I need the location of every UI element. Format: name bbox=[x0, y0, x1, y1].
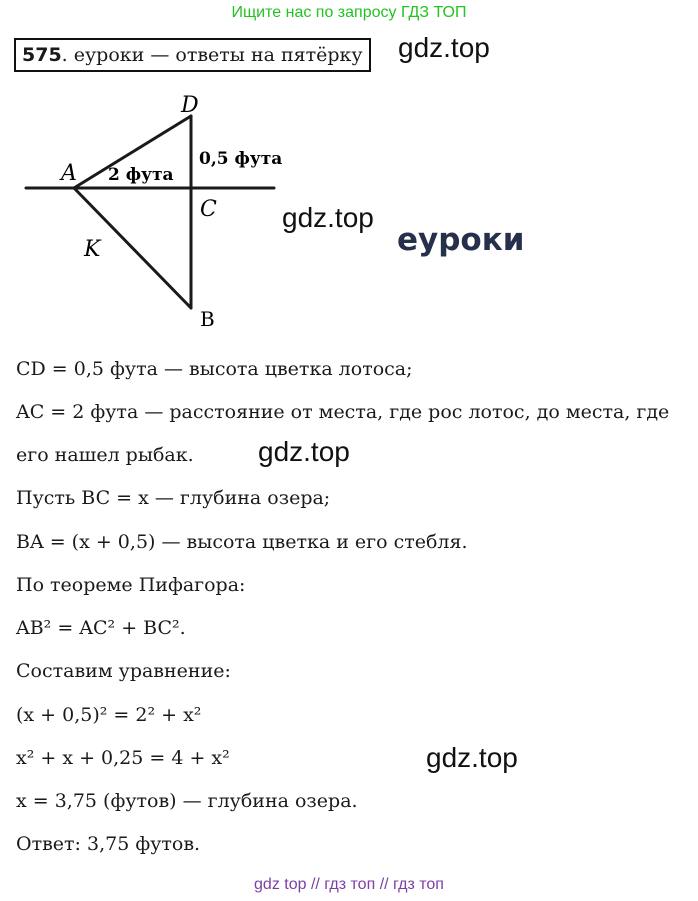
task-title: . еуроки — ответы на пятёрку bbox=[61, 44, 363, 66]
solution-line: его нашел рыбак. bbox=[16, 444, 194, 466]
solution-line: CD = 0,5 фута — высота цветка лотоса; bbox=[16, 358, 413, 380]
solution-line: По теореме Пифагора: bbox=[16, 574, 246, 596]
solution-line: x = 3,75 (футов) — глубина озера. bbox=[16, 790, 358, 812]
label-ac-length: 2 фута bbox=[108, 165, 174, 185]
label-d: D bbox=[181, 93, 199, 118]
solution-line: Составим уравнение: bbox=[16, 660, 231, 682]
label-a: A bbox=[61, 161, 77, 186]
footer-links[interactable]: gdz top // гдз топ // гдз топ bbox=[254, 876, 444, 893]
label-b: B bbox=[200, 307, 215, 331]
label-k: K bbox=[84, 237, 101, 262]
label-c: C bbox=[200, 197, 217, 222]
top-search-hint[interactable]: Ищите нас по запросу ГДЗ ТОП bbox=[231, 4, 467, 21]
solution-line: BA = (x + 0,5) — высота цветка и его стебля. bbox=[16, 531, 468, 553]
triangle-figure bbox=[16, 84, 316, 334]
watermark-gdz: gdz.top bbox=[398, 32, 490, 63]
task-number: 575 bbox=[22, 44, 62, 66]
solution-line: AB² = AC² + BC². bbox=[16, 617, 186, 639]
solution-answer: Ответ: 3,75 футов. bbox=[16, 833, 201, 855]
task-header bbox=[14, 38, 371, 72]
watermark-gdz: gdz.top bbox=[258, 436, 350, 467]
watermark-gdz: gdz.top bbox=[426, 742, 518, 773]
label-cd-length: 0,5 фута bbox=[199, 149, 283, 169]
solution-line: AC = 2 фута — расстояние от места, где рос лотос, до места, где bbox=[16, 401, 670, 423]
watermark-brand: еуроки bbox=[397, 222, 525, 258]
solution-line: Пусть BC = x — глубина озера; bbox=[16, 487, 331, 509]
solution-line: (x + 0,5)² = 2² + x² bbox=[16, 704, 202, 726]
watermark-gdz: gdz.top bbox=[282, 202, 374, 233]
solution-line: x² + x + 0,25 = 4 + x² bbox=[16, 747, 230, 769]
